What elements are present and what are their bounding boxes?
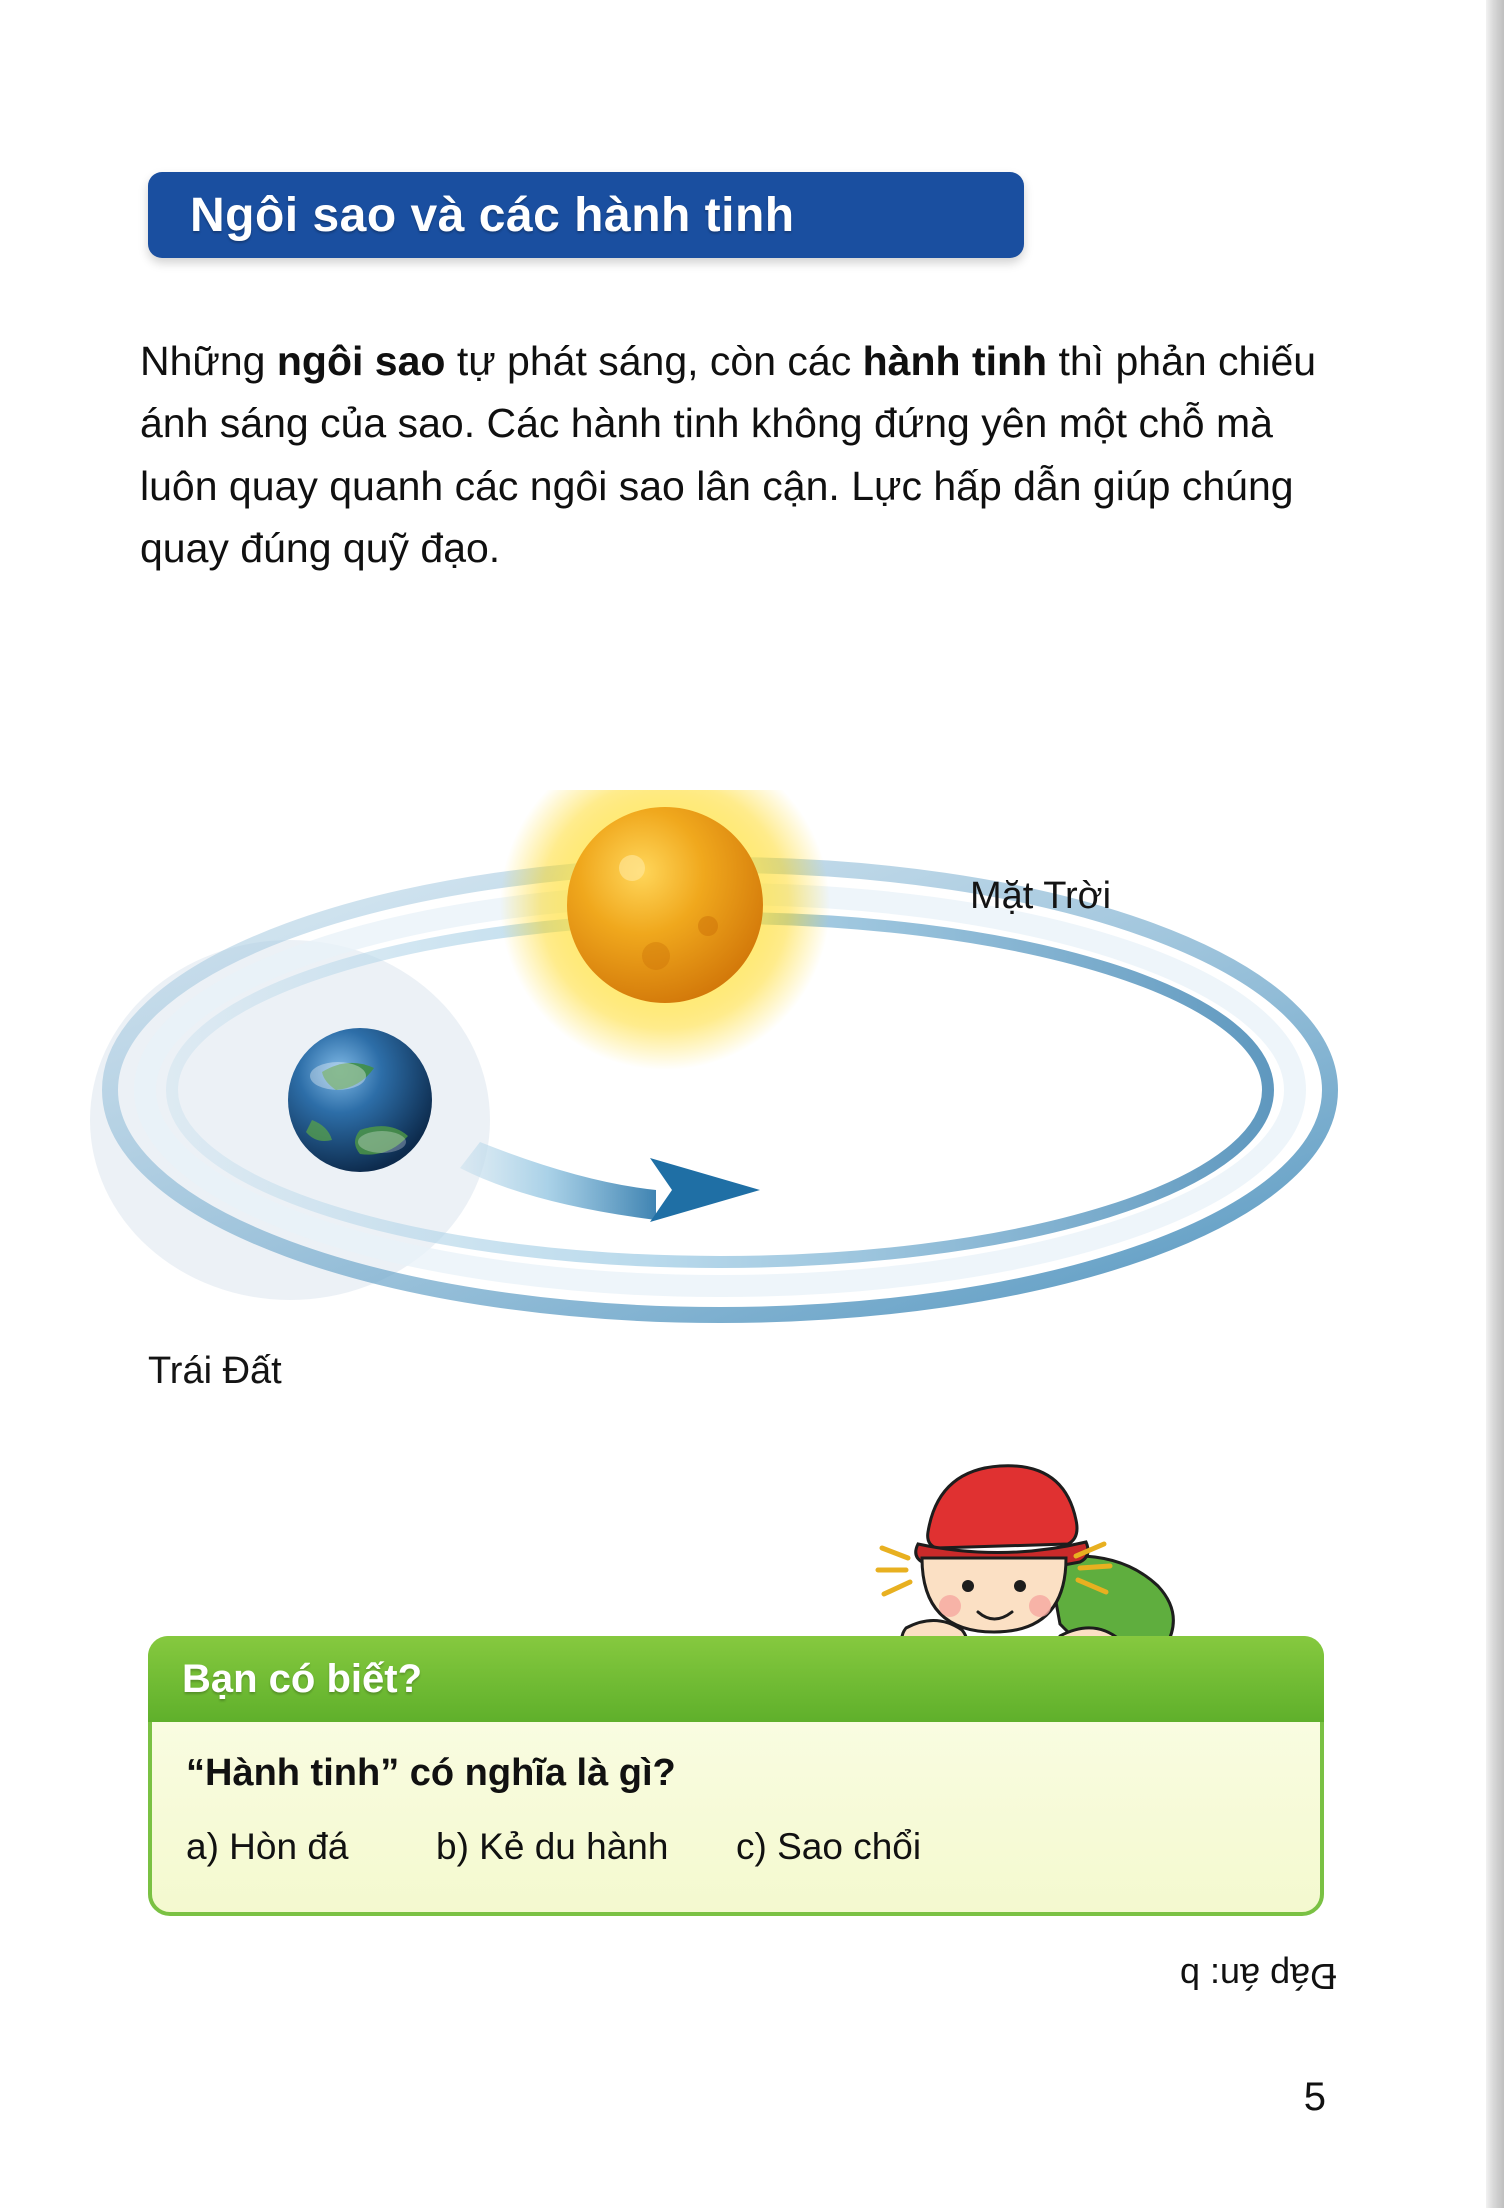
quiz-options: [186, 1826, 1286, 1868]
page-number: 5: [1303, 2075, 1326, 2119]
page-title: Ngôi sao và các hành tinh: [190, 188, 795, 242]
paragraph-bold-2: hành tinh: [862, 338, 1048, 384]
earth-label: Trái Đất: [148, 1350, 282, 1392]
page-edge-strip: [1486, 0, 1504, 2208]
quiz-question: “Hành tinh” có nghĩa là gì?: [186, 1752, 676, 1794]
paragraph-part-1: Những: [140, 338, 277, 384]
solar-orbit-diagram: [60, 790, 1420, 1410]
paragraph-part-2: tự phát sáng, còn các: [445, 338, 863, 384]
quiz-option-c[interactable]: c) Sao chổi: [736, 1826, 922, 1867]
paragraph-bold-1: ngôi sao: [276, 338, 446, 384]
quiz-answer: Đáp án: b: [1179, 1956, 1336, 1997]
body-paragraph: [140, 330, 1320, 579]
did-you-know-title: Bạn có biết?: [182, 1656, 423, 1701]
sun-label: Mặt Trời: [970, 875, 1112, 917]
paragraph-part-3: thì phản chiếu ánh sáng của sao. Các hành tinh không đứng yên một chỗ mà luôn quay quanh các ngôi sao lân cận. Lực hấp dẫn giúp chúng quay đúng quỹ đạo.: [140, 338, 1317, 571]
did-you-know-box: [148, 1636, 1324, 1916]
quiz-option-b[interactable]: b) Kẻ du hành: [436, 1826, 669, 1867]
page-title-banner: [148, 172, 1024, 258]
did-you-know-header: [148, 1636, 1324, 1722]
quiz-option-a[interactable]: a) Hòn đá: [186, 1826, 349, 1867]
